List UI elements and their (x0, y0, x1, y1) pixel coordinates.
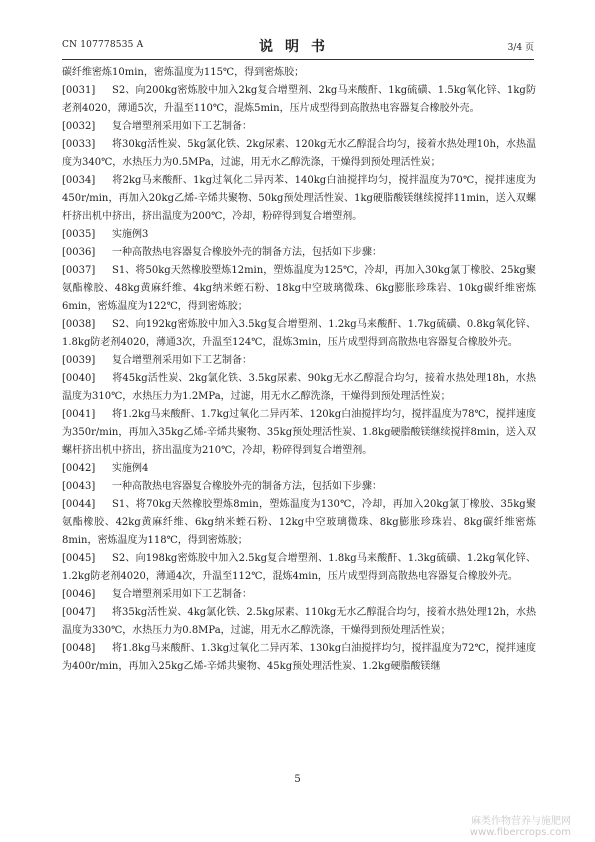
paragraph-text: 将35kg活性炭、4kg氯化铁、2.5kg尿素、110kg无水乙醇混合均匀，接着水热处理12h，水热温度为330℃，水热压力为0.8MPa，过滤，用无水乙醇洗涤，干燥得到预处理活性炭； (62, 607, 536, 636)
patent-number: CN 107778535 A (62, 40, 144, 50)
page-header (62, 36, 534, 56)
paragraph-text: 实施例3 (112, 229, 149, 240)
document-body (62, 64, 536, 676)
paragraph (62, 478, 536, 496)
page-number: 5 (294, 774, 301, 785)
paragraph (62, 496, 536, 550)
paragraph (62, 118, 536, 136)
paragraph-number: [0045] (62, 553, 96, 564)
paragraph (62, 244, 536, 262)
paragraph-number: [0043] (62, 481, 96, 492)
paragraph-number: [0039] (62, 355, 96, 366)
paragraph-text: S2、向198kg密炼胶中加入2.5kg复合增塑剂、1.8kg马来酸酐、1.3kg硫磺、1.2kg氧化锌、1.2kg防老剂4020，薄通4次，升温至112℃，混炼4min，压片成型得到高散热电容器复合橡胶外壳。 (62, 553, 536, 582)
paragraph-text: 碳纤维密炼10min，密炼温度为115℃，得到密炼胶； (62, 67, 305, 78)
paragraph-number: [0032] (62, 121, 96, 132)
paragraph-text: S2、向192kg密炼胶中加入3.5kg复合增塑剂、1.2kg马来酸酐、1.7kg硫磺、0.8kg氧化锌、1.8kg防老剂4020，薄通3次，升温至124℃，混炼3min，压片成型得到高散热电容器复合橡胶外壳。 (62, 319, 536, 348)
paragraph (62, 226, 536, 244)
paragraph (62, 64, 536, 82)
paragraph-number: [0040] (62, 373, 96, 384)
paragraph-number: [0044] (62, 499, 96, 510)
paragraph (62, 262, 536, 316)
paragraph-number: [0035] (62, 229, 96, 240)
paragraph (62, 352, 536, 370)
paragraph-text: 将30kg活性炭、5kg氯化铁、2kg尿素、120kg无水乙醇混合均匀，接着水热处理10h，水热温度为340℃，水热压力为0.5MPa，过滤，用无水乙醇洗涤，干燥得到预处理活性炭； (62, 139, 536, 168)
paragraph-text: 一种高散热电容器复合橡胶外壳的制备方法，包括如下步骤： (112, 247, 382, 258)
paragraph-text: 复合增塑剂采用如下工艺制备： (112, 121, 252, 132)
paragraph (62, 460, 536, 478)
paragraph-text: 将1.2kg马来酸酐、1.7kg过氧化二异丙苯、120kg白油搅拌均匀，搅拌温度为78℃，搅拌速度为350r/min，再加入35kg乙烯-辛烯共聚物、35kg预处理活性炭、1.8kg硬脂酸镁继续搅拌8min，送入双螺杆挤出机中挤出，挤出温度为210℃，冷却，粉碎得到复合增塑剂。 (62, 409, 536, 456)
document-title: 说明书 (259, 39, 337, 55)
watermark-title: 麻类作物营养与施肥网 (471, 816, 571, 827)
paragraph (62, 586, 536, 604)
paragraph-text: 一种高散热电容器复合橡胶外壳的制备方法，包括如下步骤： (112, 481, 382, 492)
paragraph-text: S2、向200kg密炼胶中加入2kg复合增塑剂、2kg马来酸酐、1kg硫磺、1.5kg氧化锌、1kg防老剂4020，薄通5次，升温至110℃，混炼5min，压片成型得到高散热电容器复合橡胶外壳。 (62, 85, 536, 114)
paragraph-number: [0038] (62, 319, 96, 330)
site-watermark (470, 812, 571, 838)
watermark-url: www.fibercrops.com (469, 827, 571, 838)
paragraph (62, 604, 536, 640)
paragraph-number: [0033] (62, 139, 96, 150)
paragraph-number: [0048] (62, 643, 96, 654)
paragraph (62, 640, 536, 676)
paragraph (62, 406, 536, 460)
paragraph-number: [0041] (62, 409, 96, 420)
paragraph-text: S1、将70kg天然橡胶塑炼8min，塑炼温度为130℃，冷却，再加入20kg氯丁橡胶、35kg聚氨酯橡胶、42kg黄麻纤维、6kg纳米蛭石粉、12kg中空玻璃微珠、8kg膨胀珍珠岩、8kg碳纤维密炼8min，密炼温度为118℃，得到密炼胶； (62, 499, 536, 546)
paragraph-number: [0031] (62, 85, 96, 96)
paragraph-text: 复合增塑剂采用如下工艺制备： (112, 355, 252, 366)
paragraph-number: [0037] (62, 265, 96, 276)
page-fraction: 3/4 页 (507, 43, 534, 53)
paragraph (62, 82, 536, 118)
paragraph (62, 316, 536, 352)
paragraph (62, 370, 536, 406)
paragraph-text: 将1.8kg马来酸酐、1.3kg过氧化二异丙苯、130kg白油搅拌均匀，搅拌温度为72℃，搅拌速度为400r/min，再加入25kg乙烯-辛烯共聚物、45kg预处理活性炭、1.2kg硬脂酸镁继 (62, 643, 536, 672)
paragraph (62, 172, 536, 226)
paragraph-text: S1、将50kg天然橡胶塑炼12min，塑炼温度为125℃，冷却，再加入30kg氯丁橡胶、25kg聚氨酯橡胶、48kg黄麻纤维、4kg纳米蛭石粉、18kg中空玻璃微珠、6kg膨胀珍珠岩、10kg碳纤维密炼6min，密炼温度为122℃，得到密炼胶； (62, 265, 536, 312)
paragraph-number: [0034] (62, 175, 96, 186)
paragraph-text: 实施例4 (112, 463, 149, 474)
paragraph (62, 136, 536, 172)
paragraph-text: 复合增塑剂采用如下工艺制备： (112, 589, 252, 600)
paragraph-text: 将2kg马来酸酐、1kg过氧化二异丙苯、140kg白油搅拌均匀，搅拌温度为70℃，搅拌速度为450r/min，再加入20kg乙烯-辛烯共聚物、50kg预处理活性炭、1kg硬脂酸镁继续搅拌11min，送入双螺杆挤出机中挤出，挤出温度为200℃，冷却，粉碎得到复合增塑剂。 (62, 175, 536, 222)
header-rule (62, 59, 534, 60)
paragraph-number: [0036] (62, 247, 96, 258)
paragraph-text: 将45kg活性炭、2kg氯化铁、3.5kg尿素、90kg无水乙醇混合均匀，接着水热处理18h，水热温度为310℃，水热压力为1.2MPa，过滤，用无水乙醇洗涤，干燥得到预处理活性炭； (62, 373, 536, 402)
paragraph-number: [0046] (62, 589, 96, 600)
paragraph-number: [0047] (62, 607, 96, 618)
paragraph (62, 550, 536, 586)
paragraph-number: [0042] (62, 463, 96, 474)
